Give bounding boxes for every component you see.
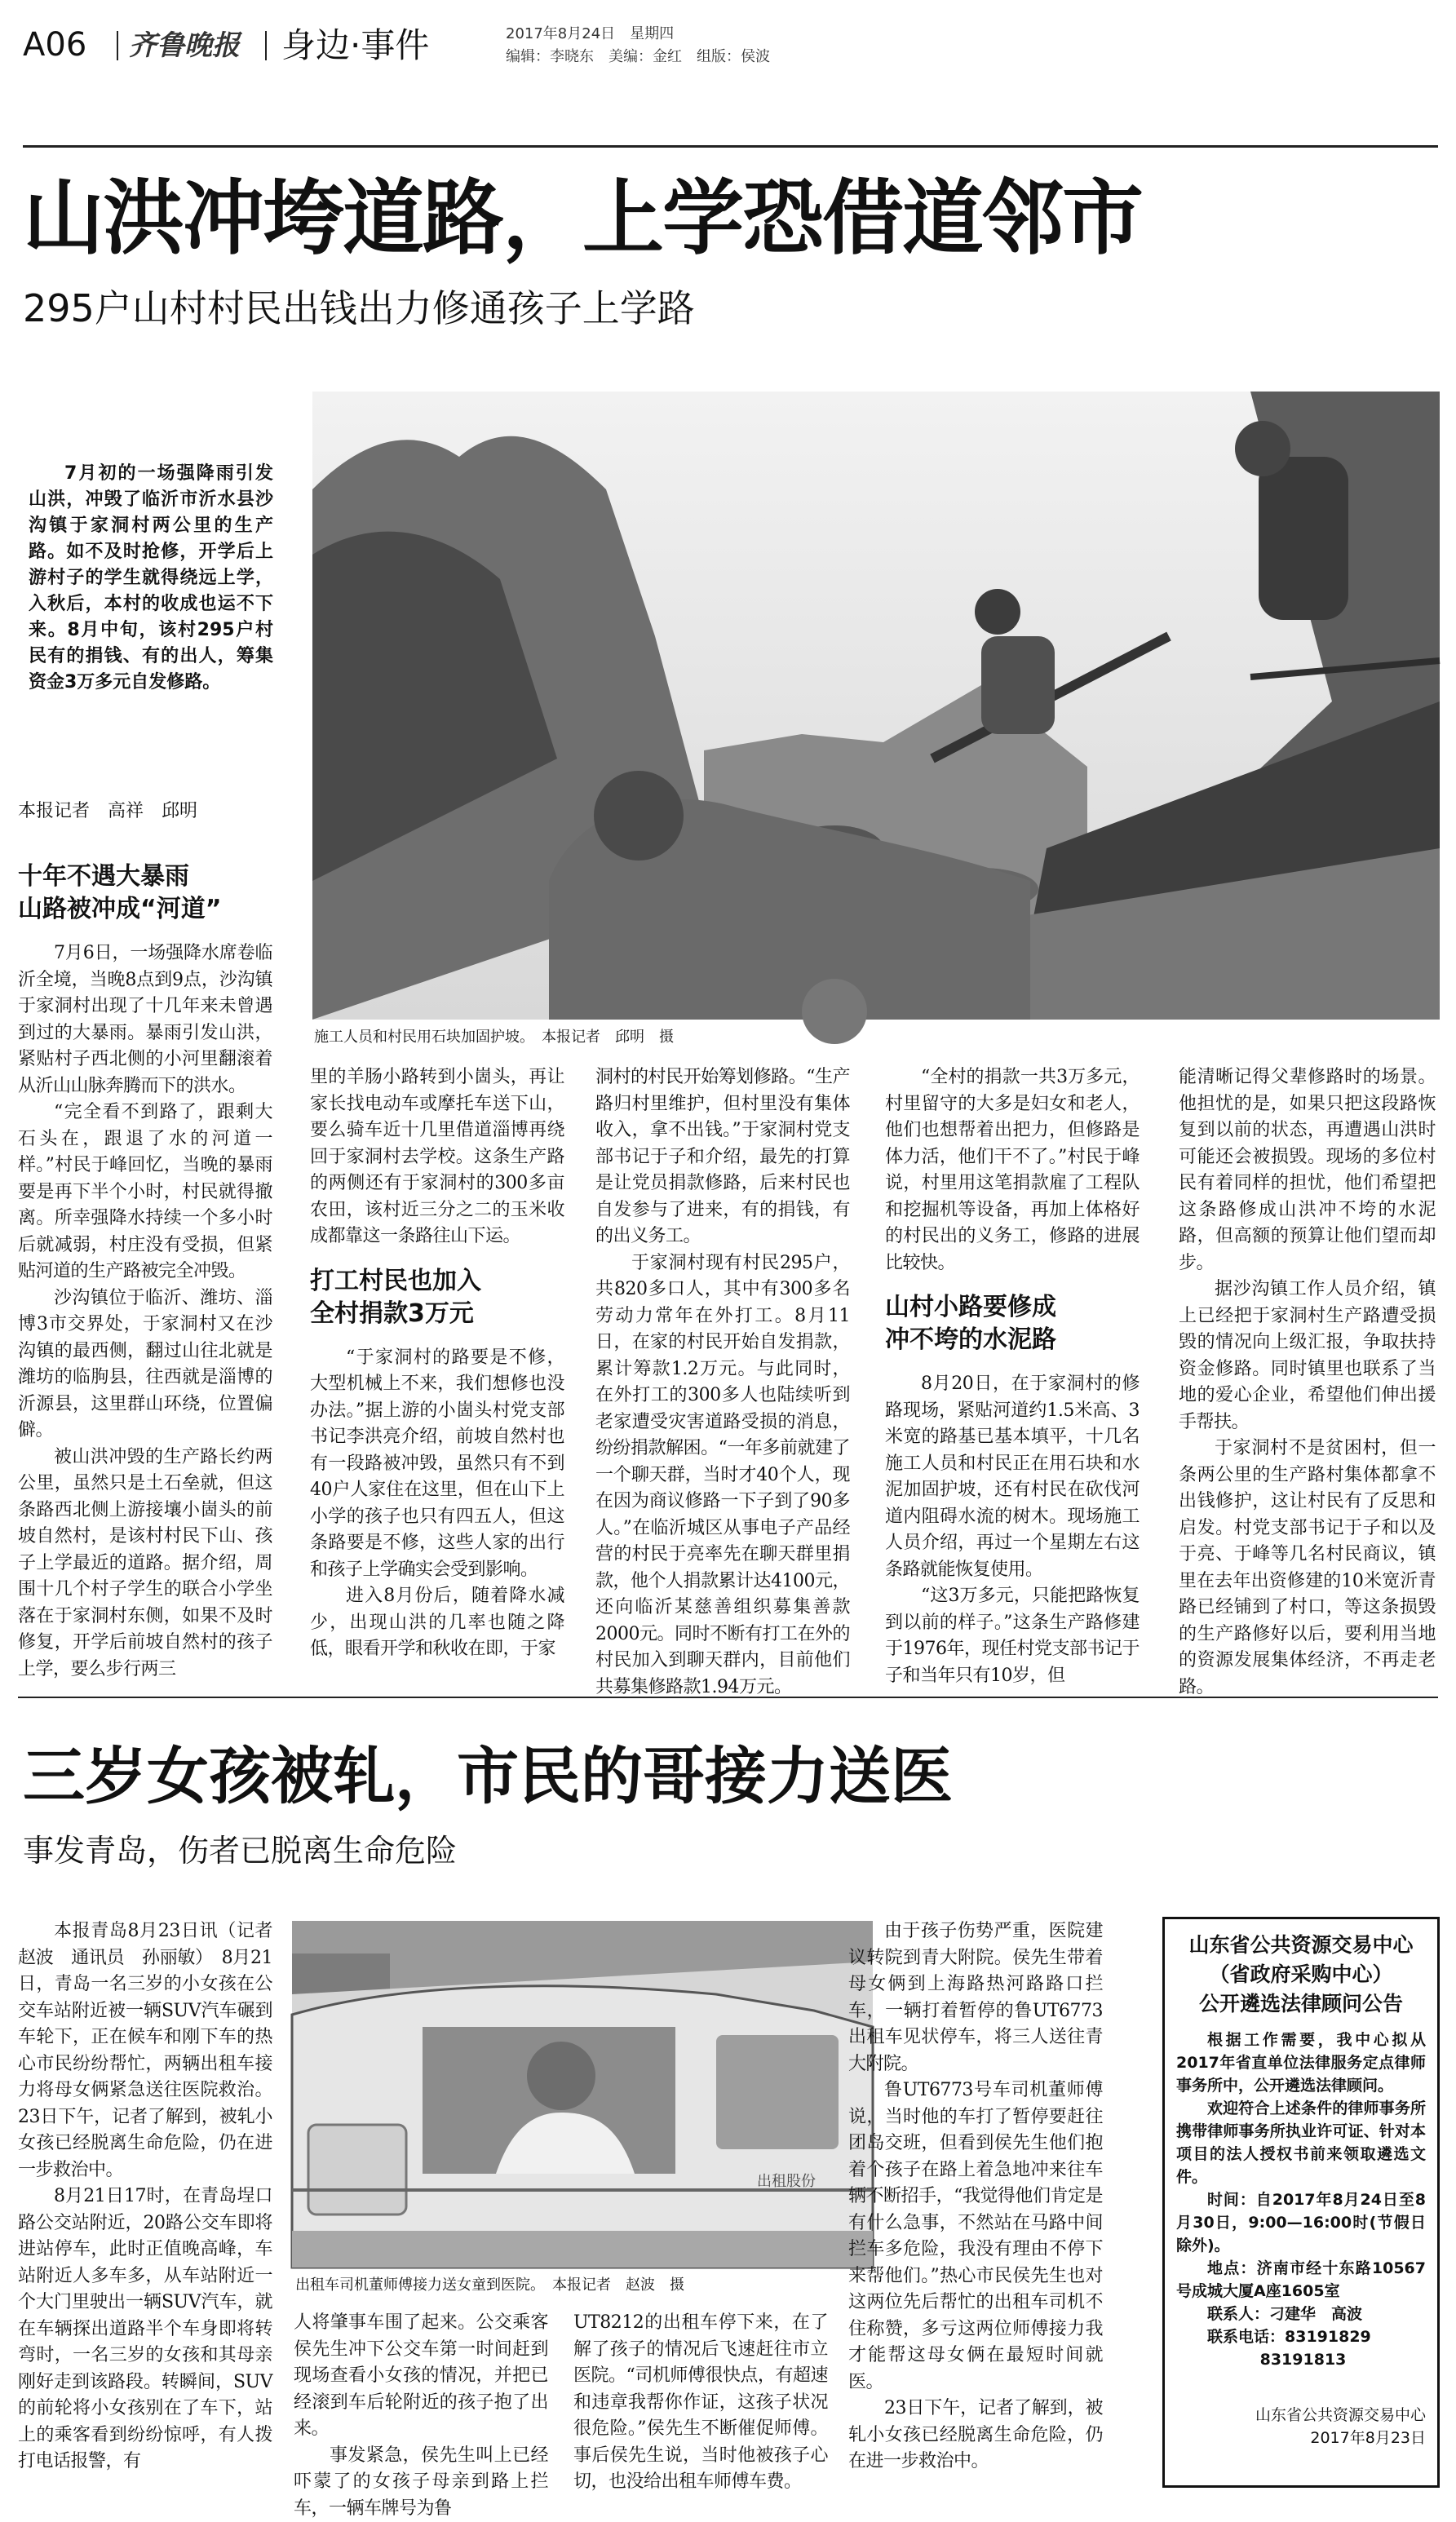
road-repair-photo (312, 392, 1440, 1020)
paragraph: 据沙沟镇工作人员介绍，镇上已经把于家洞村生产路遭受损毁的情况向上级汇报，争取扶持资金修路。同时镇里也联系了当地的爱心企业，希望他们伸出援手帮扶。 (1179, 1276, 1436, 1436)
paragraph: 8月20日，在于家洞村的修路现场，紧贴河道约1.5米高、3米宽的路基已基本填平，十几名施工人员和村民正在用石块和水泥加固护坡，还有村民在砍伐河道内阻碍水流的树木。现场施工人员介绍，再过一个星期左右这条路就能恢复使用。 (885, 1371, 1140, 1583)
paper-name-logo: 齐鲁晚报 (129, 28, 240, 64)
notice-paragraph: 根据工作需要，我中心拟从2017年省直单位法律服务定点律师事务所中，公开遴选法律顾问。 (1176, 2029, 1426, 2097)
story2-column-2 (294, 2310, 548, 2493)
paragraph: 能清晰记得父辈修路时的场景。他担忧的是，如果只把这段路恢复到以前的状态，再遭遇山洪时可能还会被损毁。现场的多位村民有着同样的担忧，他们希望把这条路修成山洪冲不垮的水泥路，但高额的预算让他们望而却步。 (1179, 1064, 1436, 1276)
notice-paragraph: 地点：济南市经十东路10567号成城大厦A座1605室 (1176, 2257, 1426, 2303)
byline: 本报记者 高祥 邱明 (18, 799, 197, 824)
paragraph: 被山洪冲毁的生产路长约两公里，虽然只是土石垒就，但这条路西北侧上游接壤小崮头的前坡自然村，是该村村民下山、孩子上学最近的道路。据介绍，周围十几个村子学生的联合小学坐落在于家洞村东侧，如果不及时修复，开学后前坡自然村的孩子上学，要么步行两三 (18, 1445, 272, 1684)
paragraph: UT8212的出租车停下来，在了解了孩子的情况后飞速赶往市立医院。“司机师傅很快点，有超速和违章我帮你作证，这孩子状况很危险。”侯先生不断催促师傅。事后侯先生说，当时他被孩子心切，也没给出租车师傅车费。 (573, 2310, 828, 2496)
paragraph: “于家洞村的路要是不修，大型机械上不来，我们想修也没办法。”据上游的小崮头村党支部书记李洪亮介绍，前坡自然村也有一段路被冲毁，虽然只有不到40户人家住在这里，但在山下上小学的孩子也只有四五人，但这条路要是不修，这些人家的出行和孩子上学确实会受到影响。 (310, 1345, 564, 1584)
paragraph: 洞村的村民开始筹划修路。“生产路归村里维护，但村里没有集体收入，拿不出钱。”于家洞村党支部书记于子和介绍，最先的打算是让党员捐款修路，后来村民也自发参与了进来，有的捐钱，有的出义务工。 (595, 1064, 850, 1250)
subhead-donations: 打工村民也加入 全村捐款3万元 (310, 1265, 564, 1330)
paragraph: 23日下午，记者了解到，被轧小女孩已经脱离生命危险，仍在进一步救治中。 (848, 2396, 1103, 2476)
photo-caption-2: 出租车司机董师傅接力送女童到医院。 本报记者 赵波 摄 (295, 2276, 684, 2295)
photo-caption: 施工人员和村民用石块加固护坡。 本报记者 邱明 摄 (314, 1028, 674, 1047)
lead-paragraph: 7月初的一场强降雨引发山洪，冲毁了临沂市沂水县沙沟镇于家洞村两公里的生产路。如不及时抢修，开学后上游村子的学生就得绕远上学，入秋后，本村的收成也运不下来。8月中旬，该村295户村民有的捐钱、有的出人，筹集资金3万多元自发修路。 (29, 461, 273, 696)
story1-column-3 (595, 1064, 850, 1684)
notice-signature: 山东省公共资源交易中心 (1176, 2404, 1426, 2427)
headline-2: 三岁女孩被轧，市民的哥接力送医 (23, 1737, 953, 1816)
paragraph: 7月6日，一场强降水席卷临沂全境，当晚8点到9点，沙沟镇于家洞村出现了十几年来未曾遇到过的大暴雨。暴雨引发山洪，紧贴村子西北侧的小河里翻滚着从沂山山脉奔腾而下的洪水。 (18, 940, 272, 1100)
notice-phone: 83191813 (1176, 2348, 1426, 2371)
subhead-rainstorm: 十年不遇大暴雨 山路被冲成“河道” (18, 861, 272, 926)
road-repair-image (312, 392, 1440, 1020)
paragraph: 由于孩子伤势严重，医院建议转院到青大附院。侯先生带着母女俩到上海路热河路路口拦车，一辆打着暂停的鲁UT6773出租车见状停车，将三人送往青大附院。 (848, 1918, 1103, 2077)
headline: 山洪冲垮道路，上学恐借道邻市 (23, 170, 1142, 268)
legal-advisor-notice (1162, 1917, 1440, 2488)
taxi-driver-photo (292, 1921, 873, 2268)
paragraph: “这3万多元，只能把路恢复到以前的样子。”这条生产路修建于1976年，现任村党支部书记于子和当年只有10岁，但 (885, 1583, 1140, 1689)
story-separator (18, 1697, 1438, 1698)
masthead-divider (117, 31, 118, 60)
editor-credits: 编辑：李晓东 美编：金红 组版：侯波 (506, 47, 770, 67)
notice-title-line: （省政府采购中心） (1176, 1960, 1426, 1989)
taxi-driver-image (292, 1921, 873, 2268)
paragraph: 里的羊肠小路转到小崮头，再让家长找电动车或摩托车送下山，要么骑车近十几里借道淄博再绕回于家洞村去学校。这条生产路的两侧还有于家洞村的300多亩农田，该村近三分之二的玉米收成都靠这一条路往山下运。 (310, 1064, 564, 1250)
notice-paragraph: 欢迎符合上述条件的律师事务所携带律师事务所执业许可证、针对本项目的法人授权书前来领取遴选文件。 (1176, 2097, 1426, 2188)
paragraph: “完全看不到路了，跟剩大石头在，跟退了水的河道一样。”村民于峰回忆，当晚的暴雨要是再下半个小时，村民就得撤离。所幸强降水持续一个多小时后就减弱，村庄没有受损，但紧贴河道的生产路被完全冲毁。 (18, 1100, 272, 1285)
story2-column-1 (18, 1918, 272, 2489)
paragraph: 鲁UT6773号车司机董师傅说，当时他的车打了暂停要赶往团岛交班，但看到侯先生他们抱着个孩子在路上着急地冲来往车辆不断招手，“我觉得他们肯定是有什么急事，不然站在马路中间拦车多危险，我没有理由不停下来帮他们。”热心市民侯先生也对这两位先后帮忙的出租车司机不住称赞，多亏这两位师傅接力我才能帮这母女俩在最短时间就医。 (848, 2077, 1103, 2396)
paragraph: 于家洞村现有村民295户，共820多口人，其中有300多名劳动力常年在外打工。8月11日，在家的村民开始自发捐款，累计筹款1.2万元。与此同时，在外打工的300多人也陆续听到老家遭受灾害道路受损的消息，纷纷捐款解困。“一年多前就建了一个聊天群，当时才40个人，现在因为商议修路一下子到了90多人。”在临沂城区从事电子产品经营的村民于亮率先在聊天群里捐款，他个人捐款累计达4100元，还向临沂某慈善组织募集善款2000元。同时不断有打工在外的村民加入到聊天群内，目前他们共募集修路款1.94万元。 (595, 1250, 850, 1701)
paragraph: 于家洞村不是贫困村，但一条两公里的生产路村集体都拿不出钱修护，这让村民有了反思和启发。村党支部书记于子和以及于亮、于峰等几名村民商议，镇里在去年出资修建的10米宽沂青路已经铺到了村口，等这条损毁的生产路修好以后，要利用当地的资源发展集体经济，不再走老路。 (1179, 1436, 1436, 1701)
subhead-cement-road: 山村小路要修成 冲不垮的水泥路 (885, 1291, 1140, 1356)
notice-title-line: 山东省公共资源交易中心 (1176, 1931, 1426, 1960)
notice-title-line: 公开遴选法律顾问公告 (1176, 1989, 1426, 2019)
notice-date: 2017年8月23日 (1176, 2427, 1426, 2449)
paragraph: 进入8月份后，随着降水减少，出现山洪的几率也随之降低，眼看开学和秋收在即，于家 (310, 1583, 564, 1663)
story1-column-1 (18, 861, 272, 1684)
subheadline: 295户山村村民出钱出力修通孩子上学路 (23, 285, 695, 331)
paragraph: 事发紧急，侯先生叫上已经吓蒙了的女孩子母亲到路上拦车，一辆车牌号为鲁 (294, 2443, 548, 2522)
subheadline-2: 事发青岛，伤者已脱离生命危险 (23, 1831, 457, 1870)
section-name: 身边·事件 (281, 24, 429, 67)
story1-column-2 (310, 1064, 564, 1684)
paragraph: 人将肇事车围了起来。公交乘客侯先生冲下公交车第一时间赶到现场查看小女孩的情况，并把已经滚到车后轮附近的孩子抱了出来。 (294, 2310, 548, 2443)
paragraph: 本报青岛8月23日讯（记者 赵波 通讯员 孙丽敏） 8月21日，青岛一名三岁的小女孩在公交车站附近被一辆SUV汽车碾到车轮下，正在候车和刚下车的热心市民纷纷帮忙，两辆出租车接力将母女俩紧急送往医院救治。23日下午，记者了解到，被轧小女孩已经脱离生命危险，仍在进一步救治中。 (18, 1918, 272, 2184)
story1-column-5 (1179, 1064, 1436, 1684)
masthead-divider (265, 31, 267, 60)
story2-column-3 (573, 2310, 828, 2493)
story1-column-4 (885, 1064, 1140, 1684)
masthead-rule (23, 145, 1438, 148)
taxi-door-text: 出租股份 (757, 2170, 816, 2191)
page-number: A06 (23, 24, 86, 65)
paragraph: 沙沟镇位于临沂、潍坊、淄博3市交界处，于家洞村又在沙沟镇的最西侧，翻过山往北就是潍坊的临朐县，往西就是淄博的沂源县，这里群山环绕，位置偏僻。 (18, 1285, 272, 1445)
notice-phone: 联系电话：83191829 (1176, 2325, 1426, 2348)
issue-date: 2017年8月24日 星期四 (506, 24, 674, 44)
story2-column-4 (848, 1918, 1103, 2489)
paragraph: “全村的捐款一共3万多元，村里留守的大多是妇女和老人，他们也想帮着出把力，但修路是体力活，他们干不了。”村民于峰说，村里用这笔捐款雇了工程队和挖掘机等设备，再加上体格好的村民出的义务工，修路的进展比较快。 (885, 1064, 1140, 1276)
paragraph: 8月21日17时，在青岛埕口路公交站附近，20路公交车即将进站停车，此时正值晚高峰，车站附近人多车多，从车站附近一个大门里驶出一辆SUV汽车，就在车辆探出道路半个车身即将转弯时，一名三岁的女孩和其母亲刚好走到该路段。转瞬间，SUV的前轮将小女孩别在了车下，站上的乘客看到纷纷惊呼，有人拨打电话报警，有 (18, 2184, 272, 2476)
notice-contact: 联系人：刁建华 高波 (1176, 2303, 1426, 2325)
notice-paragraph: 时间：自2017年8月24日至8月30日，9:00—16:00时(节假日除外)。 (1176, 2188, 1426, 2257)
